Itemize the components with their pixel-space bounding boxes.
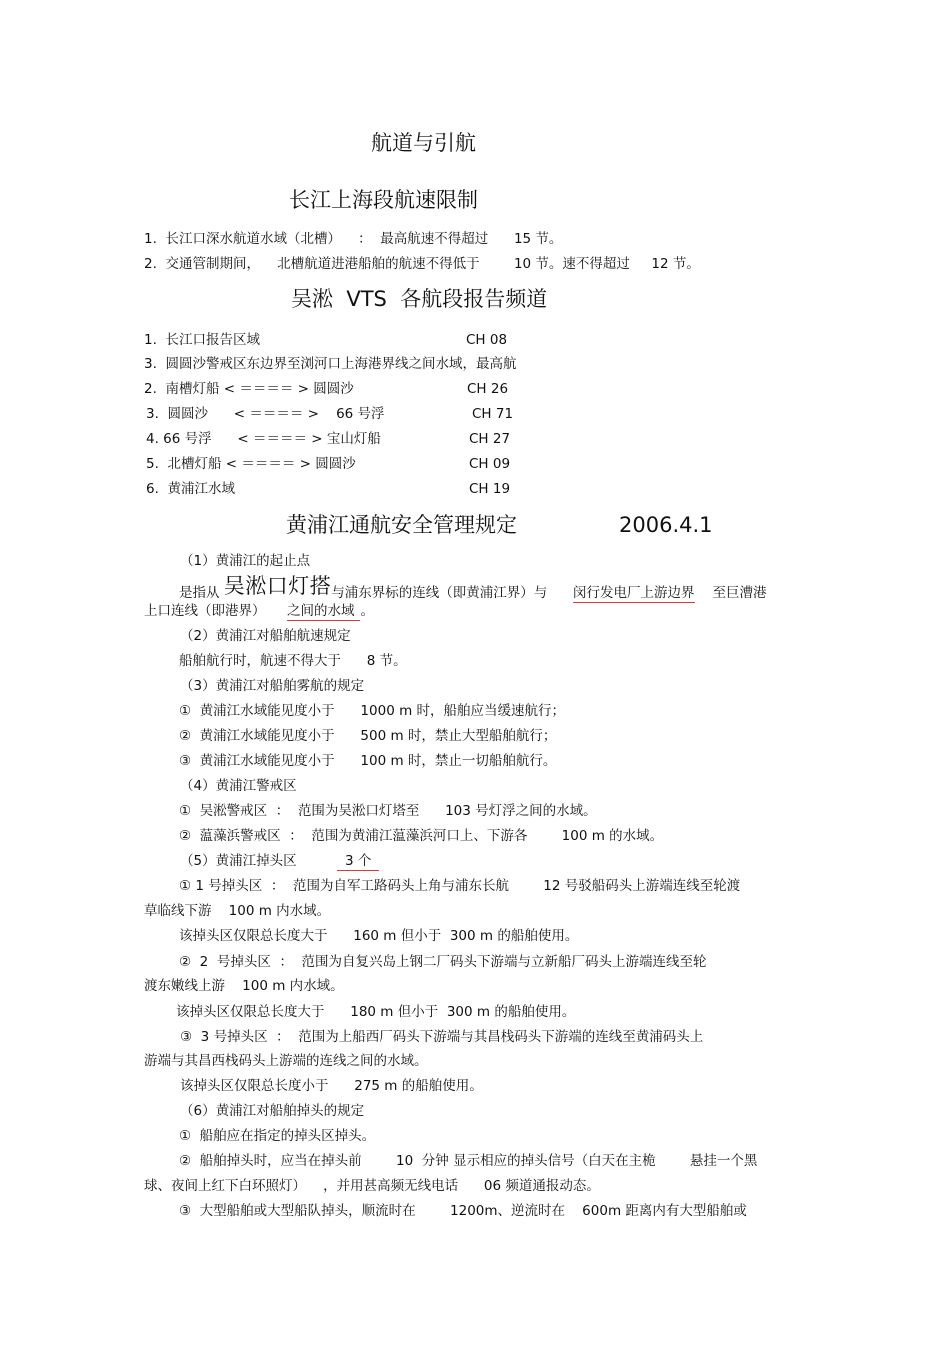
item-1-line-1 xyxy=(179,574,767,601)
vts-row-text: 1. 长江口报告区域 xyxy=(144,332,260,348)
item-5-area-3-line-2: 游端与其昌西栈码头上游端的连线之间的水域。 xyxy=(144,1053,428,1069)
vts-row-text: 4. 66 号浮 < ＝＝＝＝ > 宝山灯船 xyxy=(146,431,381,447)
item-4-line-1: ① 吴淞警戒区 ： 范围为吴淞口灯塔至 103 号灯浮之间的水域。 xyxy=(179,803,597,819)
doc-title: 航道与引航 xyxy=(371,131,476,155)
item-5-area-3-line-3: 该掉头区仅限总长度小于 275 m 的船舶使用。 xyxy=(180,1078,483,1094)
vts-row-channel: CH 09 xyxy=(469,456,511,472)
item-1-line-2 xyxy=(144,605,374,619)
item-4-line-2: ② 蕰藻浜警戒区 ： 范围为黄浦江蕰藻浜河口上、下游各 100 m 的水域。 xyxy=(179,828,664,844)
vts-row-text: 2. 南槽灯船 < ＝＝＝＝ > 圆圆沙 xyxy=(144,381,354,397)
item-5-area-1-line-1: ① 1 号掉头区 ： 范围为自军工路码头上角与浦东长航 12 号驳船码头上游端连线至轮渡 xyxy=(179,878,741,894)
section-heading-speed-limit: 长江上海段航速限制 xyxy=(289,188,478,212)
text-span: 是指从 xyxy=(179,585,224,601)
speed-limit-line-1: 1. 长江口深水航道水域（北槽） ： 最高航速不得超过 15 节。 xyxy=(144,231,563,247)
item-5-area-3-line-1: ③ 3 号掉头区 ： 范围为上船西厂码头下游端与其昌栈码头下游端的连线至黄浦码头上 xyxy=(180,1029,704,1045)
item-6-line-1: ① 船舶应在指定的掉头区掉头。 xyxy=(179,1128,376,1144)
item-5-area-2-line-1: ② 2 号掉头区 ： 范围为自复兴岛上钢二厂码头下游端与立新船厂码头上游端连线至轮 xyxy=(179,954,707,970)
item-6-line-4: ③ 大型船舶或大型船队掉头，顺流时在 1200m、逆流时在 600m 距离内有大型船舶或 xyxy=(179,1203,747,1219)
item-4-label: （4）黄浦江警戒区 xyxy=(180,778,297,794)
vts-row-text: 3. 圆圆沙警戒区东边界至浏河口上海港界线之间水域，最高航 xyxy=(144,356,517,372)
item-6-line-2: ② 船舶掉头时，应当在掉头前 10 分钟 显示相应的掉头信号（白天在主桅 悬挂一个黑 xyxy=(179,1153,758,1169)
text-span: 与浦东界标的连线（即黄浦江界）与 xyxy=(331,585,574,601)
item-2-label: （2）黄浦江对船舶航速规定 xyxy=(180,628,351,644)
underlined-text: 之间的水域 xyxy=(287,603,361,621)
vts-row-text: 3. 圆圆沙 < ＝＝＝＝ > 66 号浮 xyxy=(146,406,385,422)
speed-limit-line-2: 2. 交通管制期间， 北槽航道进港船舶的航速不得低于 10 节。速不得超过 12 节。 xyxy=(144,256,700,272)
vts-row-channel: CH 08 xyxy=(466,332,508,348)
item-6-line-3: 球、夜间上红下白环照灯） ，并用甚高频无线电话 06 频道通报动态。 xyxy=(144,1178,600,1194)
item-6-label: （6）黄浦江对船舶掉头的规定 xyxy=(180,1103,365,1119)
turning-area-count: 3 个 xyxy=(337,853,379,871)
item-2-text: 船舶航行时，航速不得大于 8 节。 xyxy=(179,653,407,669)
item-3-line-1: ① 黄浦江水域能见度小于 1000 m 时，船舶应当缓速航行； xyxy=(179,703,566,719)
item-3-label: （3）黄浦江对船舶雾航的规定 xyxy=(180,678,365,694)
item-5-label: （5）黄浦江掉头区 xyxy=(180,853,297,869)
turning-area-count-wrap xyxy=(337,855,379,869)
handwritten-annotation: 吴淞口灯搭 xyxy=(223,574,332,598)
item-5-area-2-line-2: 渡东嫩线上游 100 m 内水域。 xyxy=(144,978,344,994)
item-3-line-2: ② 黄浦江水域能见度小于 500 m 时，禁止大型船舶航行； xyxy=(179,728,557,744)
item-5-area-2-line-3: 该掉头区仅限总长度大于 180 m 但小于 300 m 的船舶使用。 xyxy=(176,1004,576,1020)
vts-row-channel: CH 19 xyxy=(469,481,511,497)
text-span: 至巨漕港 xyxy=(712,585,767,601)
vts-row-channel: CH 26 xyxy=(467,381,509,397)
section-heading-huangpu-rules: 黄浦江通航安全管理规定 xyxy=(286,513,517,537)
vts-row-channel: CH 27 xyxy=(469,431,511,447)
item-5-area-1-line-3: 该掉头区仅限总长度大于 160 m 但小于 300 m 的船舶使用。 xyxy=(179,928,579,944)
vts-row-text: 6. 黄浦江水域 xyxy=(146,481,235,497)
item-1-label: （1）黄浦江的起止点 xyxy=(180,553,311,569)
vts-row-text: 5. 北槽灯船 < ＝＝＝＝ > 圆圆沙 xyxy=(146,456,356,472)
text-span: 上口连线（即港界） xyxy=(144,603,287,619)
item-5-area-1-line-2: 草临线下游 100 m 内水域。 xyxy=(144,903,331,919)
vts-row-channel: CH 71 xyxy=(472,406,514,422)
item-3-line-3: ③ 黄浦江水域能见度小于 100 m 时，禁止一切船舶航行。 xyxy=(179,753,557,769)
text-span: 。 xyxy=(360,603,374,619)
section-heading-vts-channels: 吴淞 VTS 各航段报告频道 xyxy=(291,287,548,311)
section-date: 2006.4.1 xyxy=(619,513,713,537)
underlined-text: 闵行发电厂上游边界 xyxy=(573,585,695,601)
